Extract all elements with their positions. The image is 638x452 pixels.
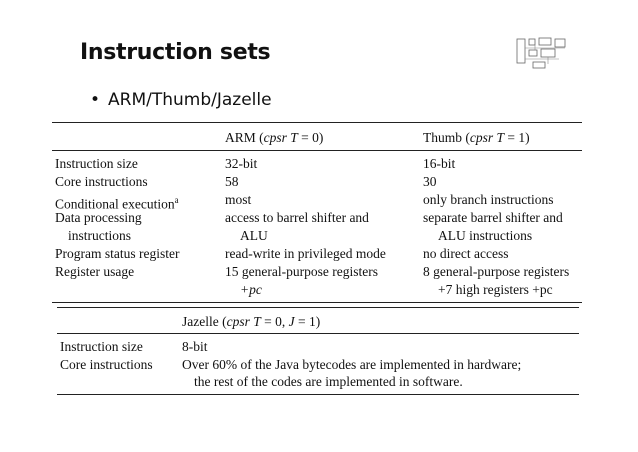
table-row-label: Core instructions [60,357,153,372]
table-row-thumb: no direct access [423,246,509,261]
logo-diagram-icon [515,36,567,72]
table-row-arm: 32-bit [225,156,258,171]
table-row-thumb: separate barrel shifter and [423,210,563,225]
table2-header-jazelle: Jazelle (cpsr T = 0, J = 1) [182,314,321,329]
table-row-arm: access to barrel shifter and [225,210,369,225]
table1-header-arm: ARM (cpsr T = 0) [225,130,324,145]
table-row-label: Data processing [55,210,142,225]
table-row-value: the rest of the codes are implemented in software. [194,374,463,389]
table2-bottom-rule [57,394,579,395]
table-row-label: instructions [68,228,131,243]
table-row-thumb: 16-bit [423,156,456,171]
table-row-label: Core instructions [55,174,148,189]
table1-top-rule [52,122,582,123]
table-row-thumb: +7 high registers +pc [438,282,553,297]
table-row-thumb: only branch instructions [423,192,554,207]
bullet-text: ARM/Thumb/Jazelle [108,90,272,110]
table-row-label: Instruction size [60,339,143,354]
table-row-arm: +pc [240,282,262,297]
table-row-arm: read-write in privileged mode [225,246,386,261]
footnote-marker: a [174,195,179,205]
table-row-arm: most [225,192,252,207]
table-row-label: Conditional execution$^a$ [55,195,179,212]
table2-head-rule [57,333,579,334]
table-row-label: Instruction size [55,156,138,171]
table-row-arm: 15 general-purpose registers [225,264,378,279]
table2-top-rule [57,307,579,308]
table-row-thumb: 30 [423,174,437,189]
table-row-value: Over 60% of the Java bytecodes are implemented in hardware; [182,357,522,372]
table-row-label: Program status register [55,246,180,261]
table-row-arm: ALU [240,228,268,243]
table-row-label: Register usage [55,264,135,279]
table1-bottom-rule [52,302,582,303]
table-row-thumb: ALU instructions [438,228,533,243]
table1-head-rule [52,150,582,151]
table-row-thumb: 8 general-purpose registers [423,264,570,279]
bullet-dot-icon: • [90,90,101,110]
bullet-item [90,90,272,110]
table1-header-thumb: Thumb (cpsr T = 1) [423,130,530,145]
table-row-arm: 58 [225,174,239,189]
slide-title: Instruction sets [80,40,271,65]
table-row-value: 8-bit [182,339,208,354]
